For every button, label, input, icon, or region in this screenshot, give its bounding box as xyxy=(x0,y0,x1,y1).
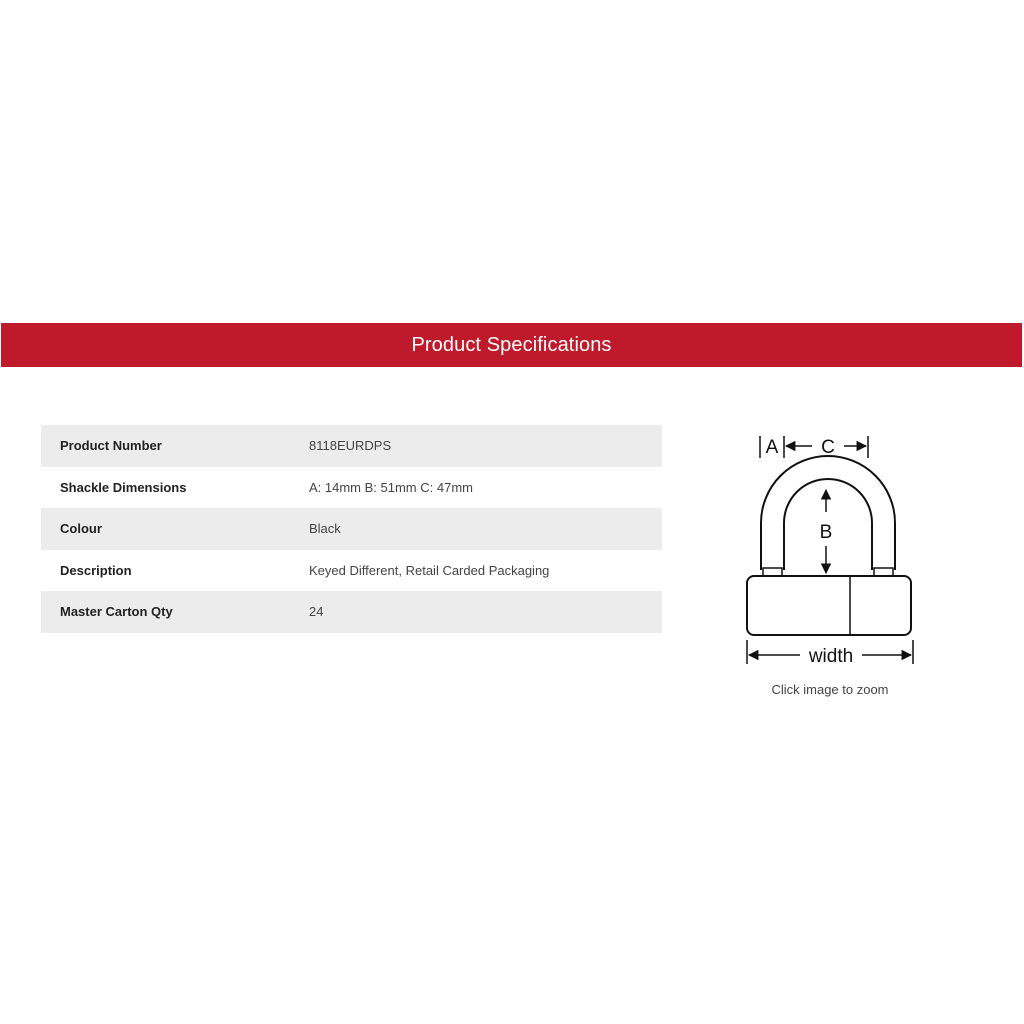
padlock-dimension-diagram[interactable] xyxy=(740,428,920,673)
zoom-caption-link[interactable]: Click image to zoom xyxy=(771,682,889,697)
dim-b-label: B xyxy=(819,522,833,543)
spec-value: A: 14mm B: 51mm C: 47mm xyxy=(309,479,473,495)
spec-row-product-number xyxy=(41,425,662,467)
spec-row-shackle-dimensions xyxy=(41,467,662,509)
spec-value: 24 xyxy=(309,604,324,620)
spec-row-colour xyxy=(41,508,662,550)
shackle-foot-left xyxy=(763,568,782,576)
spec-label: Product Number xyxy=(60,438,162,454)
lock-body xyxy=(747,576,911,635)
spec-value: Black xyxy=(309,521,341,537)
spec-value: 8118EURDPS xyxy=(309,438,392,454)
padlock-diagram-icon xyxy=(740,428,920,673)
spec-label: Master Carton Qty xyxy=(60,604,173,620)
width-label: width xyxy=(808,646,854,667)
banner-title: Product Specifications xyxy=(411,333,612,356)
spec-table xyxy=(41,425,662,633)
spec-value: Keyed Different, Retail Carded Packaging xyxy=(309,562,550,578)
shackle-outer xyxy=(761,456,895,570)
spec-row-description xyxy=(41,550,662,592)
dim-a-label: A xyxy=(765,437,779,458)
dim-c-label: C xyxy=(821,437,835,458)
spec-banner xyxy=(1,323,1022,367)
shackle-foot-right xyxy=(874,568,893,576)
spec-row-master-carton-qty xyxy=(41,591,662,633)
spec-label: Description xyxy=(60,562,132,578)
spec-label: Colour xyxy=(60,521,102,537)
spec-label: Shackle Dimensions xyxy=(60,479,187,495)
